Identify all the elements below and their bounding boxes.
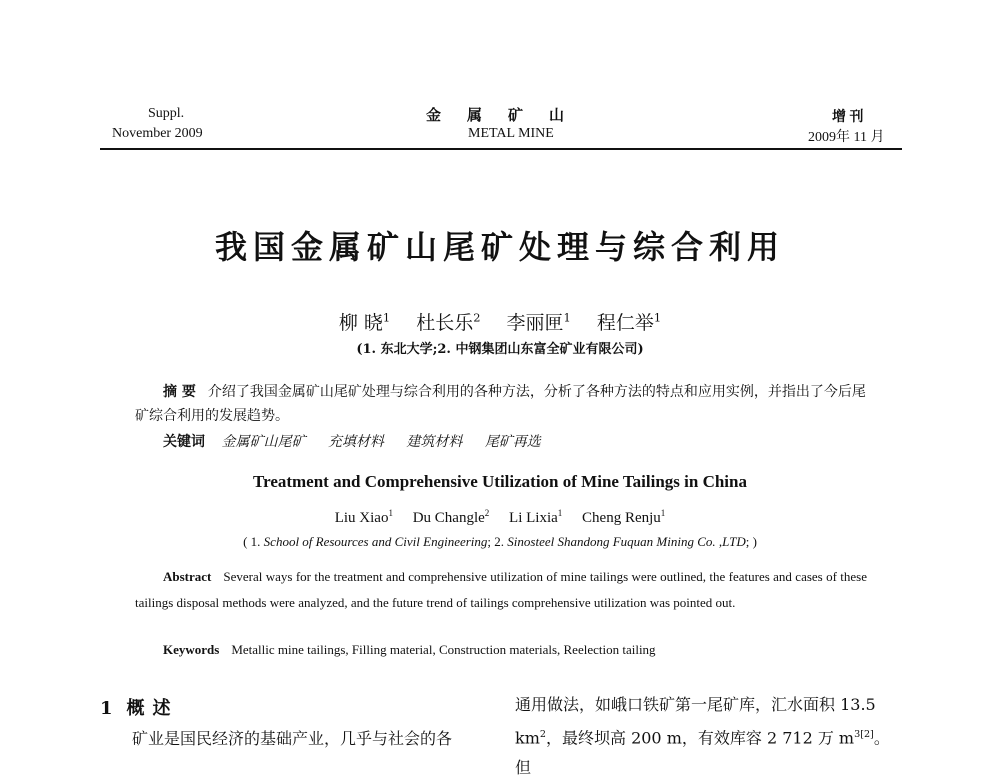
abstract-en-label: Abstract [163,569,212,584]
abstract-cn-label: 摘 要 [163,384,196,400]
body-text: 。但 [515,728,890,778]
keywords-en [163,642,873,658]
body-text: ，最终坝高 200 m，有效库容 2 712 万 m [545,728,855,748]
author-en [509,510,562,526]
keywords-cn-label: 关键词 [163,434,205,450]
body-sup: 2 [539,729,546,740]
author-cn [339,312,390,334]
paper-title-en: Treatment and Comprehensive Utilization of Mine Tailings in China [253,472,747,491]
body-text: 矿业是国民经济的基础产业，几乎与社会的各 [132,729,453,748]
author-affil-mark: 1 [388,508,393,518]
body-line: 通用做法，如峨口铁矿第一尾矿库，汇水面积 13.5 [515,695,876,714]
author-en [335,510,393,526]
author-cn [597,312,661,334]
abstract-cn-text: 介绍了我国金属矿山尾矿处理与综合利用的各种方法，分析了各种方法的特点和应用实例，并指出了今后尾矿综合利用的发展趋势。 [135,384,866,424]
author-name: Liu Xiao [334,510,389,526]
keyword-cn: 金属矿山尾矿 [221,434,306,450]
body-text: km [515,728,540,748]
affiliation-en [0,534,1000,550]
author-affil-mark: 1 [563,310,571,325]
body-right-column [515,690,905,783]
journal-supplement-cn: 增 刊 [832,110,864,125]
journal-date-cn: 2009年 11 月 [808,130,885,145]
author-name: Du Changle [412,510,485,526]
abstract-cn [135,380,870,428]
section-number: 1 [100,698,113,719]
keywords-en-text: Metallic mine tailings, Filling material, Construction materials, Reelection tailing [231,642,656,657]
author-affil-mark: 1 [382,310,391,325]
abstract-en-text: Several ways for the treatment and comprehensive utilization of mine tailings were outlined, the features and cases of these tailings disposal methods were analyzed, and the future trend of tailings comprehensive utilization was pointed out. [135,569,867,610]
journal-supplement-label: Suppl. [148,106,185,121]
author-affil-mark: 2 [473,310,481,325]
author-name: 程仁举 [596,312,654,334]
affil-close: ; ) [745,534,757,549]
affil-school: School of Resources and Civil Engineering [263,534,488,549]
author-name: Cheng Renju [582,510,661,526]
author-affil-mark: 1 [660,508,666,518]
section-title: 概述 [126,698,179,719]
keywords-cn [163,430,559,454]
author-affil-mark: 2 [484,508,490,518]
journal-name-cn: 金属矿山 [426,106,591,124]
keywords-en-label: Keywords [163,642,220,657]
journal-date-en: November 2009 [112,126,203,141]
body-left-column [100,724,490,754]
affil-company: Sinosteel Shandong Fuquan Mining Co. ,LTD [507,534,746,549]
keyword-cn: 充填材料 [327,434,384,450]
body-line [515,720,905,783]
author-name: Li Lixia [509,510,558,526]
author-en [582,510,665,526]
author-affil-mark: 1 [557,508,563,518]
author-cn [507,312,571,334]
author-en [413,510,490,526]
author-affil-mark: 1 [653,310,662,325]
keyword-cn: 尾矿再选 [484,434,541,450]
affil-sep: ; 2. [487,534,508,549]
journal-name-en: METAL MINE [468,126,554,141]
author-name: 柳 晓 [338,312,383,334]
section-heading [100,694,179,720]
paper-title-cn: 我国金属矿山尾矿处理与综合利用 [214,228,785,266]
keyword-cn: 建筑材料 [406,434,463,450]
header-rule [100,148,902,150]
author-name: 李丽匣 [506,312,564,334]
abstract-en [135,564,867,616]
author-list-cn [0,308,1000,335]
author-name: 杜长乐 [416,312,474,334]
affiliation-cn: (1. 东北大学;2. 中钢集团山东富全矿业有限公司) [356,342,644,357]
body-sup: 3[2] [854,729,874,740]
author-cn [416,312,480,334]
author-list-en [0,508,1000,527]
affil-open: ( 1. [243,534,264,549]
